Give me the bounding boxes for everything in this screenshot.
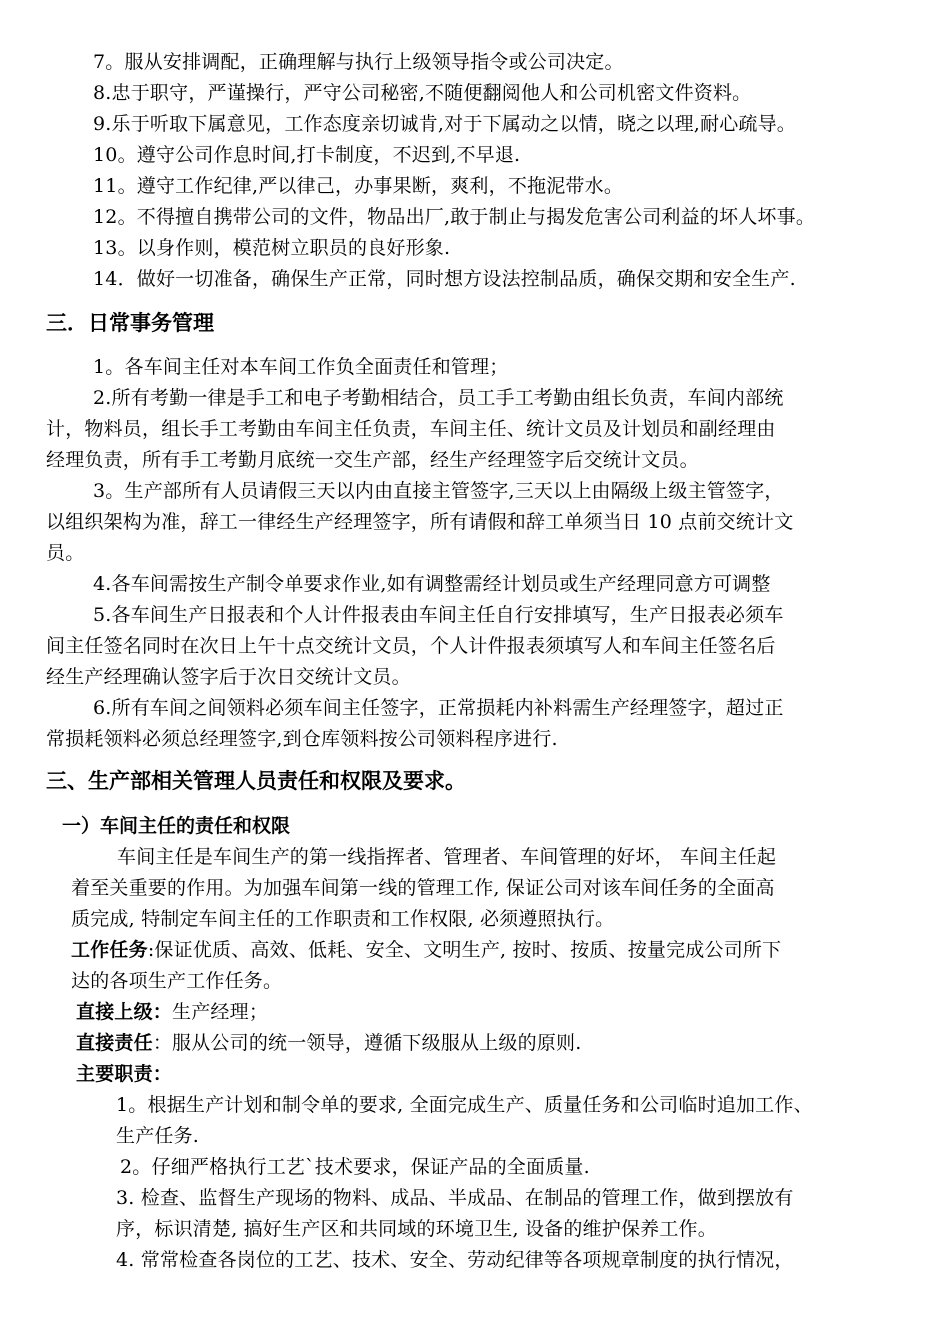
main-duties-label: 主要职责： bbox=[76, 1063, 173, 1085]
daily-line: 经生产经理确认签字后于次日交统计文员。 bbox=[46, 666, 411, 688]
main-duty-line: 1。根据生产计划和制令单的要求, 全面完成生产、质量任务和公司临时追加工作、 bbox=[116, 1094, 813, 1116]
daily-line: 3。生产部所有人员请假三天以内由直接主管签字,三天以上由隔级上级主管签字， bbox=[93, 480, 784, 502]
duty-item-10: 10。遵守公司作息时间,打卡制度，不迟到,不早退. bbox=[93, 144, 521, 166]
direct-superior bbox=[76, 1000, 268, 1024]
duty-item-13: 13。以身作则，模范树立职员的良好形象. bbox=[93, 237, 451, 259]
duty-item-8: 8.忠于职守，严谨操行，严守公司秘密,不随便翻阅他人和公司机密文件资料。 bbox=[93, 82, 752, 104]
subheading-workshop-director: 一）车间主任的责任和权限 bbox=[62, 815, 291, 837]
duty-item-14: 14．做好一切准备，确保生产正常，同时想方设法控制品质，确保交期和安全生产. bbox=[93, 268, 796, 290]
daily-line: 4.各车间需按生产制令单要求作业,如有调整需经计划员或生产经理同意方可调整 bbox=[93, 573, 771, 595]
duty-item-9: 9.乐于听取下属意见，工作态度亲切诚肯,对于下属动之以情，晓之以理,耐心疏导。 bbox=[93, 113, 797, 135]
section-heading-daily: 三．日常事务管理 bbox=[46, 311, 214, 335]
daily-line: 计，物料员，组长手工考勤由车间主任负责，车间主任、统计文员及计划员和副经理由 bbox=[46, 418, 776, 440]
main-duty-line: 2。仔细严格执行工艺`技术要求，保证产品的全面质量. bbox=[120, 1156, 590, 1178]
daily-line: 常损耗领料必须总经理签字,到仓库领料按公司领料程序进行. bbox=[46, 728, 558, 750]
section-heading-managers: 三、生产部相关管理人员责任和权限及要求。 bbox=[46, 769, 466, 793]
daily-line: 1。各车间主任对本车间工作负全面责任和管理； bbox=[93, 356, 509, 378]
intro-line: 质完成, 特制定车间主任的工作职责和工作权限, 必须遵照执行。 bbox=[71, 908, 615, 930]
main-duty-line: 序，标识清楚, 搞好生产区和共同域的环境卫生, 设备的维护保养工作。 bbox=[116, 1218, 717, 1240]
direct-superior-text: 生产经理； bbox=[172, 1001, 269, 1023]
work-task-label: 工作任务 bbox=[71, 939, 148, 961]
daily-line: 间主任签名同时在次日上午十点交统计文员，个人计件报表须填写人和车间主任签名后 bbox=[46, 635, 776, 657]
duty-item-12: 12。不得擅自携带公司的文件，物品出厂,敢于制止与揭发危害公司利益的坏人坏事。 bbox=[93, 206, 816, 228]
duty-item-7: 7。服从安排调配，正确理解与执行上级领导指令或公司决定。 bbox=[93, 51, 624, 73]
work-task bbox=[71, 938, 781, 962]
work-task-text: :保证优质、高效、低耗、安全、文明生产, 按时、按质、按量完成公司所下 bbox=[147, 939, 782, 961]
direct-responsibility bbox=[76, 1031, 581, 1055]
daily-line: 6.所有车间之间领料必须车间主任签字，正常损耗内补料需生产经理签字，超过正 bbox=[93, 697, 784, 719]
intro-line: 着至关重要的作用。为加强车间第一线的管理工作, 保证公司对该车间任务的全面高 bbox=[71, 877, 775, 899]
duty-item-11: 11。遵守工作纪律,严以律己，办事果断，爽利，不拖泥带水。 bbox=[93, 175, 624, 197]
daily-line: 2.所有考勤一律是手工和电子考勤相结合，员工手工考勤由组长负责，车间内部统 bbox=[93, 387, 784, 409]
main-duty-line: 4. 常常检查各岗位的工艺、技术、安全、劳动纪律等各项规章制度的执行情况， bbox=[116, 1249, 794, 1271]
main-duty-line: 生产任务. bbox=[116, 1125, 200, 1147]
direct-responsibility-label: 直接责任 bbox=[76, 1032, 153, 1054]
work-task-cont: 达的各项生产工作任务。 bbox=[71, 970, 283, 992]
main-duty-line: 3. 检查、监督生产现场的物料、成品、半成品、在制品的管理工作，做到摆放有 bbox=[116, 1187, 794, 1209]
direct-superior-label: 直接上级： bbox=[76, 1001, 173, 1023]
direct-responsibility-text: ：服从公司的统一领导，遵循下级服从上级的原则. bbox=[152, 1032, 582, 1054]
daily-line: 员。 bbox=[46, 542, 85, 564]
intro-line: 车间主任是车间生产的第一线指挥者、管理者、车间管理的好坏， 车间主任起 bbox=[117, 846, 777, 868]
daily-line: 经理负责，所有手工考勤月底统一交生产部，经生产经理签字后交统计文员。 bbox=[46, 449, 699, 471]
daily-line: 5.各车间生产日报表和个人计件报表由车间主任自行安排填写，生产日报表必须车 bbox=[93, 604, 784, 626]
daily-line: 以组织架构为准，辞工一律经生产经理签字，所有请假和辞工单须当日 10 点前交统计文 bbox=[46, 511, 794, 533]
